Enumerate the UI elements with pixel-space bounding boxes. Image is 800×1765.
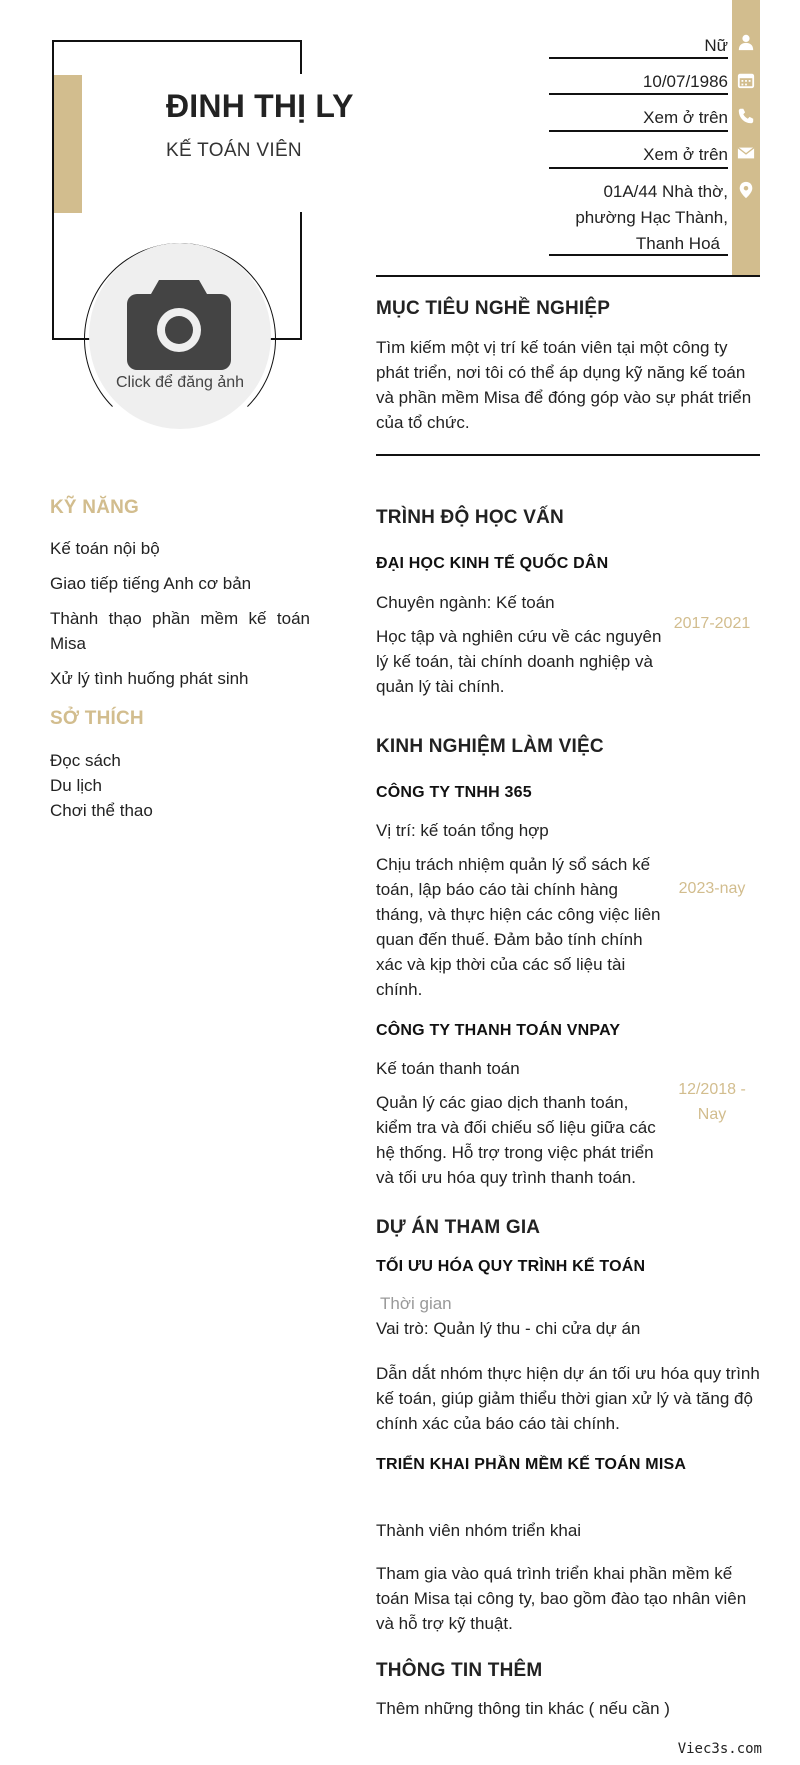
job-role[interactable]: Kế toán thanh toán <box>376 1059 520 1078</box>
project-line: Dẫn dắt nhóm thực hiện dự án tối ưu hóa quy trình <box>376 1364 760 1383</box>
hobby-item[interactable]: Du lịch <box>50 776 102 795</box>
photo-upload-label[interactable]: Click để đăng ảnh <box>115 374 245 391</box>
hobbies-title: SỞ THÍCH <box>50 708 144 729</box>
address-line[interactable]: Thanh Hoá <box>635 234 720 253</box>
contact-divider <box>549 93 728 95</box>
email-value[interactable]: Xem ở trên <box>643 145 728 164</box>
education-line: Học tập và nghiên cứu về các nguyên <box>376 627 662 646</box>
projects-title: DỰ ÁN THAM GIA <box>376 1217 541 1238</box>
project-time-field[interactable]: Thời gian <box>380 1294 452 1313</box>
job-line: toán, lập báo cáo tài chính hàng <box>376 880 618 899</box>
skill-item[interactable]: Giao tiếp tiếng Anh cơ bản <box>50 574 252 593</box>
accent-bar <box>54 75 82 213</box>
objective-line: Tìm kiếm một vị trí kế toán viên tại một công ty <box>376 338 728 357</box>
job-description[interactable] <box>376 852 666 1002</box>
skill-item[interactable]: Thành thạo phần mềm kế toán <box>50 609 310 628</box>
job-line: xác và kịp thời của các số liệu tài <box>376 955 626 974</box>
company-name[interactable]: CÔNG TY TNHH 365 <box>376 784 532 801</box>
extra-info-title: THÔNG TIN THÊM <box>376 1660 543 1681</box>
contact-divider <box>549 130 728 132</box>
project-description[interactable] <box>376 1361 760 1436</box>
experience-title: KINH NGHIỆM LÀM VIỆC <box>376 736 604 757</box>
project-role[interactable]: Thành viên nhóm triển khai <box>376 1521 582 1540</box>
phone-value[interactable]: Xem ở trên <box>643 108 728 127</box>
section-divider <box>376 275 760 277</box>
education-description[interactable] <box>376 624 666 699</box>
job-line: chính. <box>376 980 423 999</box>
education-line: quản lý tài chính. <box>376 677 505 696</box>
hobby-item[interactable]: Chơi thể thao <box>50 801 153 820</box>
header-frame-right <box>300 212 302 340</box>
project-line: kế toán, giúp giảm thiểu thời gian xử lý và tăng độ <box>376 1389 753 1408</box>
location-icon <box>732 178 760 202</box>
job-line: hệ thống. Hỗ trợ trong việc phát triển <box>376 1143 654 1162</box>
project-description[interactable] <box>376 1561 760 1636</box>
extra-info-text[interactable]: Thêm những thông tin khác ( nếu cần ) <box>376 1699 670 1718</box>
project-name[interactable]: TRIỂN KHAI PHẦN MỀM KẾ TOÁN MISA <box>376 1456 687 1473</box>
candidate-name[interactable]: ĐINH THỊ LY <box>166 88 354 124</box>
skill-item[interactable]: Xử lý tình huống phát sinh <box>50 669 249 688</box>
job-line: kiểm tra và đối chiếu số liệu giữa các <box>376 1118 656 1137</box>
job-date[interactable]: 2023-nay <box>678 880 746 897</box>
project-line: chính xác của báo cáo tài chính. <box>376 1414 620 1433</box>
brand-watermark: Viec3s.com <box>677 1741 762 1757</box>
section-divider <box>376 454 760 456</box>
objective-text[interactable] <box>376 335 760 435</box>
objective-line: của tổ chức. <box>376 413 470 432</box>
birthday-value[interactable]: 10/07/1986 <box>642 72 728 91</box>
phone-icon <box>732 104 760 128</box>
candidate-title[interactable]: KẾ TOÁN VIÊN <box>166 140 302 161</box>
project-name[interactable]: TỐI ƯU HÓA QUY TRÌNH KẾ TOÁN <box>376 1258 646 1275</box>
skills-title: KỸ NĂNG <box>50 497 140 518</box>
job-description[interactable] <box>376 1090 666 1190</box>
project-line: và hỗ trợ kỹ thuật. <box>376 1614 513 1633</box>
hobby-item[interactable]: Đọc sách <box>50 751 121 770</box>
education-date[interactable]: 2017-2021 <box>673 615 751 632</box>
job-line: Chịu trách nhiệm quản lý sổ sách kế <box>376 855 651 874</box>
project-line: toán Misa tại công ty, bao gồm đào tạo nhân viên <box>376 1589 747 1608</box>
skill-item[interactable]: Misa <box>50 634 86 653</box>
project-role[interactable]: Vai trò: Quản lý thu - chi cửa dự án <box>376 1319 641 1338</box>
user-icon <box>732 30 760 54</box>
address-line[interactable]: 01A/44 Nhà thờ, <box>603 182 728 201</box>
education-line: lý kế toán, tài chính doanh nghiệp và <box>376 652 653 671</box>
job-role[interactable]: Vị trí: kế toán tổng hợp <box>376 821 549 840</box>
job-line: Quản lý các giao dịch thanh toán, <box>376 1093 629 1112</box>
mail-icon <box>732 141 760 165</box>
job-line: quan đến thuế. Đảm bảo tính chính <box>376 930 643 949</box>
job-line: tháng, và thực hiện các công việc liên <box>376 905 661 924</box>
company-name[interactable]: CÔNG TY THANH TOÁN VNPAY <box>376 1022 621 1039</box>
objective-line: phát triển, nơi tôi có thể áp dụng kỹ năng kế toán <box>376 363 746 382</box>
objective-title: MỤC TIÊU NGHỀ NGHIỆP <box>376 298 611 319</box>
education-major[interactable]: Chuyên ngành: Kế toán <box>376 593 555 612</box>
address-line[interactable]: phường Hạc Thành, <box>575 208 728 227</box>
camera-icon[interactable] <box>125 274 233 370</box>
skill-item[interactable]: Kế toán nội bộ <box>50 539 160 558</box>
education-title: TRÌNH ĐỘ HỌC VẤN <box>376 507 564 528</box>
contact-divider <box>549 57 728 59</box>
calendar-icon <box>732 68 760 92</box>
contact-divider <box>549 167 728 169</box>
job-date[interactable] <box>662 1077 762 1127</box>
school-name[interactable]: ĐẠI HỌC KINH TẾ QUỐC DÂN <box>376 555 609 572</box>
header-frame-top <box>52 40 302 42</box>
job-line: và tối ưu hóa quy trình thanh toán. <box>376 1168 636 1187</box>
job-date-line: Nay <box>697 1106 727 1123</box>
project-line: Tham gia vào quá trình triển khai phần mềm kế <box>376 1564 733 1583</box>
gender-value[interactable]: Nữ <box>704 36 728 55</box>
job-date-line: 12/2018 - <box>678 1081 746 1098</box>
header-frame-right <box>300 40 302 74</box>
objective-line: và phần mềm Misa để đóng góp vào sự phát triển <box>376 388 752 407</box>
contact-divider <box>549 254 728 256</box>
